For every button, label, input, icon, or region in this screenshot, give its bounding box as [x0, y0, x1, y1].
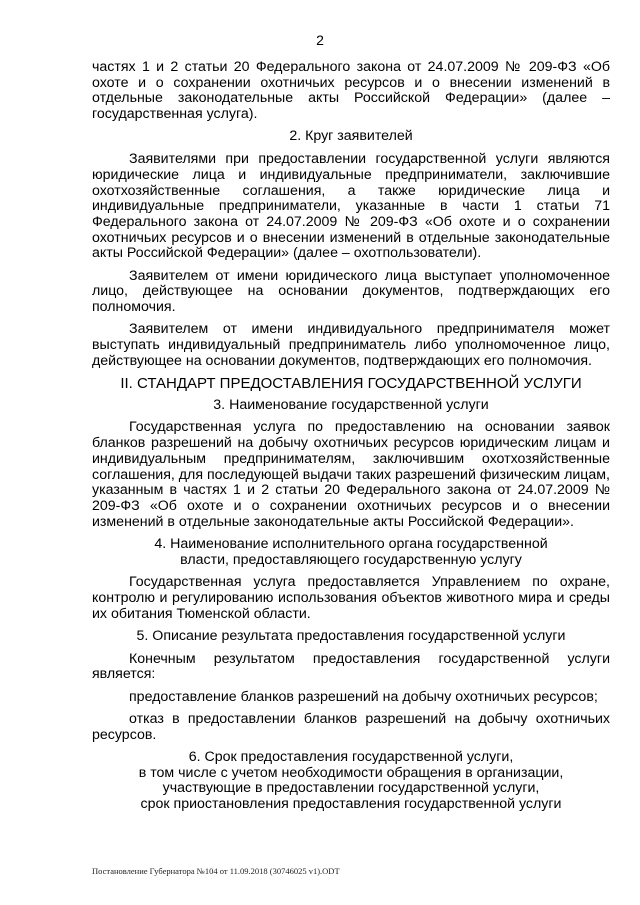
- heading-line: 4. Наименование исполнительного органа государственной: [154, 535, 548, 552]
- document-footer: Постановление Губернатора №104 от 11.09.2018 (30746025 v1).ODT: [92, 866, 340, 876]
- section-heading-term: [92, 750, 610, 813]
- page-number: 2: [316, 32, 324, 48]
- paragraph-service-name: Государственная услуга по предоставлению на основании заявок бланков разрешений на добычу охотничьих ресурсов юридическим лицам и индивидуальным предпринимателям, заключившим охотхозяйственные соглашения, для последующей выдачи таких разрешений физическим лицам, указанным в частях 1 и 2 статьи 20 Федерального закона от 24.07.2009 № 209-ФЗ «Об охоте и о сохранении охотничьих ресурсов и о внесении изменений в отдельные законодательные акты Российской Федерации».: [92, 419, 610, 530]
- heading-line: власти, предоставляющего государственную услугу: [180, 551, 522, 568]
- paragraph-entrepreneur-representative: Заявителем от имени индивидуального предпринимателя может выступать индивидуальный предприниматель либо уполномоченное лицо, действующее на основании документов, подтверждающих его полномочия.: [92, 321, 610, 369]
- section-heading-result: 5. Описание результата предоставления государственной услуги: [136, 628, 566, 645]
- heading-line: срок приостановления предоставления государственной услуги: [140, 796, 562, 813]
- paragraph-legal-entity-representative: Заявителем от имени юридического лица выступает уполномоченное лицо, действующее на основании документов, подтверждающих его полномочия.: [92, 267, 610, 316]
- paragraph-continuation: частях 1 и 2 статьи 20 Федерального закона от 24.07.2009 № 209-ФЗ «Об охоте и о сохранении охотничьих ресурсов и о внесении изменений в отдельные законодательные акты Российской Федерации» (далее – государственная услуга).: [92, 59, 610, 123]
- heading-line: участвующие в предоставлении государственной услуги,: [162, 780, 540, 797]
- paragraph-executive-body: Государственная услуга предоставляется Управлением по охране, контролю и регулированию использования объектов животного мира и среды их обитания Тюменской области.: [92, 574, 610, 622]
- paragraph-result-intro: Конечным результатом предоставления государственной услуги является:: [92, 650, 610, 683]
- heading-line: в том числе с учетом необходимости обращения в организации,: [138, 764, 564, 781]
- document-body: [92, 60, 610, 820]
- chapter-heading-service-standard: II. СТАНДАРТ ПРЕДОСТАВЛЕНИЯ ГОСУДАРСТВЕННОЙ УСЛУГИ: [120, 375, 582, 393]
- section-heading-service-name: 3. Наименование государственной услуги: [213, 396, 489, 413]
- heading-line: 6. Срок предоставления государственной услуги,: [188, 749, 514, 766]
- section-heading-applicants: 2. Круг заявителей: [289, 128, 413, 145]
- paragraph-result-provision: предоставление бланков разрешений на добычу охотничьих ресурсов;: [129, 688, 598, 705]
- paragraph-result-refusal: отказ в предоставлении бланков разрешений на добычу охотничьих ресурсов.: [92, 711, 610, 743]
- paragraph-applicants: Заявителями при предоставлении государственной услуги являются юридические лица и индивидуальные предприниматели, заключившие охотхозяйственные соглашения, а также юридические лица и индивидуальные предприниматели, указанные в части 1 статьи 71 Федерального закона от 24.07.2009 № 209-ФЗ «Об охоте и о сохранении охотничьих ресурсов и о внесении изменений в отдельные законодательные акты Российской Федерации» (далее – охотпользователи).: [92, 151, 610, 262]
- section-heading-executive-body: [92, 537, 610, 568]
